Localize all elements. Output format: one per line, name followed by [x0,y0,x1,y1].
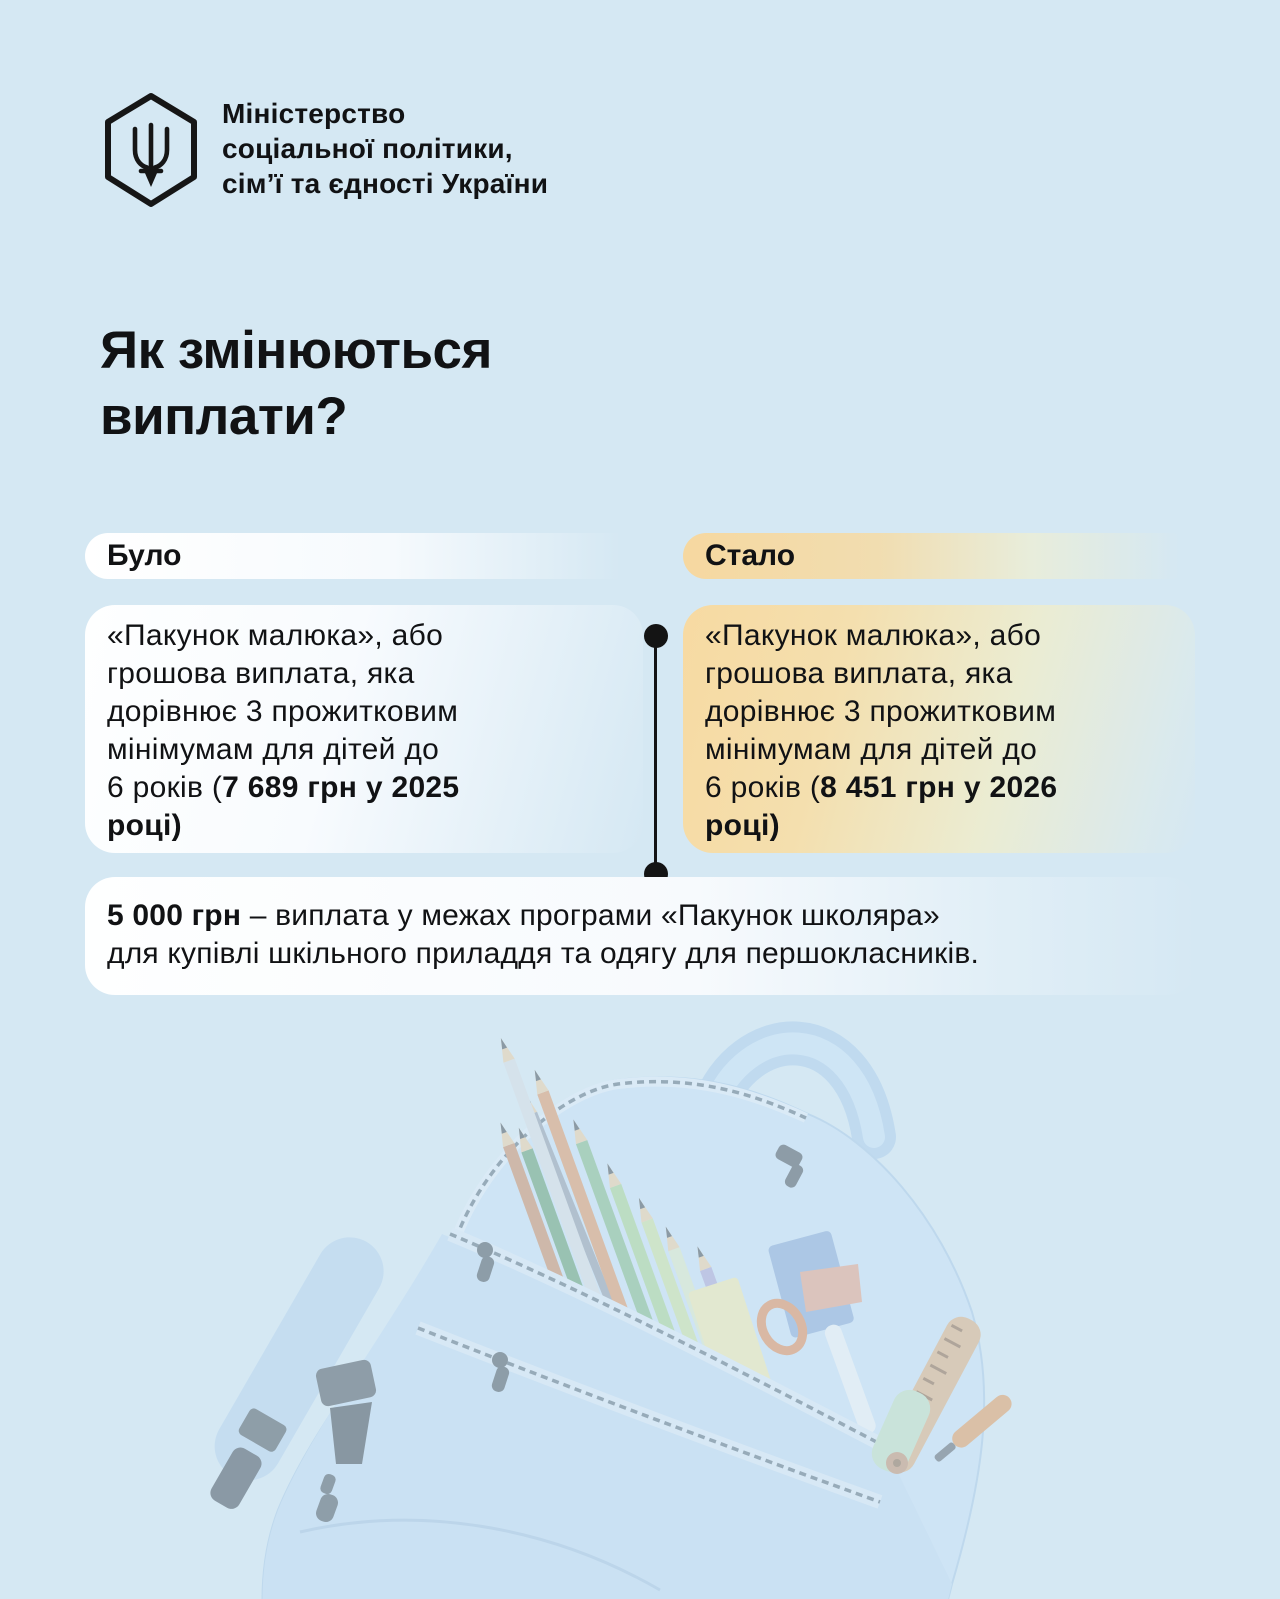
backpack-photo [0,1012,1280,1599]
text-line: грошова виплата, яка [107,657,415,690]
before-label: Було [107,539,182,572]
text-line: дорівнює 3 прожитковим [107,695,459,728]
text-line: році) [107,809,182,842]
text-line: мінімумам для дітей до [705,733,1038,766]
page-title-line: виплати? [100,387,348,446]
ministry-header [104,92,548,208]
after-card [683,605,1195,853]
text-line: «Пакунок малюка», або [107,619,444,652]
text-line: «Пакунок малюка», або [705,619,1042,652]
footnote-bar [85,877,1197,995]
after-label-pill [683,533,1195,579]
ministry-name-line: соціальної політики, [222,133,513,164]
text-line: для купівлі шкільного приладдя та одягу для першокласників. [107,937,979,970]
text-line: грошова виплата, яка [705,657,1013,690]
before-label-pill [85,533,643,579]
ministry-name-line: Міністерство [222,98,406,129]
ministry-name [222,92,548,201]
page-title-line: Як змінюються [100,321,492,380]
ukraine-trident-logo-icon [104,92,198,208]
ministry-name-line: сім’ї та єдності України [222,168,549,199]
text-line: 6 років (7 689 грн у 2025 [107,771,460,804]
after-label: Стало [705,539,796,572]
text-line: році) [705,809,780,842]
text-line: мінімумам для дітей до [107,733,440,766]
before-card [85,605,643,853]
text-line: 5 000 грн – виплата у межах програми «Пакунок школяра» [107,899,940,932]
text-line: дорівнює 3 прожитковим [705,695,1057,728]
text-line: 6 років (8 451 грн у 2026 [705,771,1058,804]
page-title [100,318,492,450]
connector-line [654,636,657,874]
